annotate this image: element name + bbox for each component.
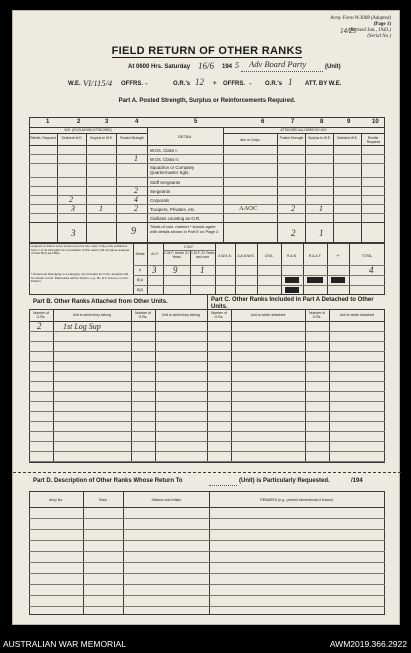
col-num-7: 7 xyxy=(291,119,295,125)
total-attached-surplus: 1 xyxy=(319,228,324,238)
unit-label: (Unit) xyxy=(325,64,341,70)
posted-sergeants: 2 xyxy=(134,186,138,195)
form-rule xyxy=(29,595,385,596)
footer-institution: AUSTRALIAN WAR MEMORIAL xyxy=(3,639,126,649)
head-att-surplus: Surplus to W.E. xyxy=(308,136,331,140)
form-rule xyxy=(29,573,385,574)
detail-totals: Totals of cols. marked * should agree with details shown in Part E on Page 2. xyxy=(150,224,220,234)
head-deficient: Deficient W.E. xyxy=(61,136,83,140)
form-rule xyxy=(29,371,385,372)
posted-wo2: 1 xyxy=(134,154,138,163)
part-d-date: /194 xyxy=(351,478,363,484)
part-b-title: Part B. Other Ranks Attached from Other Units. xyxy=(33,299,168,305)
part-b-unit-value: 1st Log Sup xyxy=(63,322,101,331)
detail-label: DETAIL xyxy=(178,134,192,139)
form-rule xyxy=(29,606,385,607)
blocked-cell xyxy=(307,277,323,283)
posted-troopers: 2 xyxy=(134,204,138,213)
plus-sign: + xyxy=(213,81,217,87)
analysis-total-value: 4 xyxy=(369,265,374,275)
year-digit: 5 xyxy=(235,61,239,70)
total-posted: 9 xyxy=(131,226,136,237)
part-c-head-num1: Number of O.Rs. xyxy=(211,311,227,319)
attached-surplus-troopers: 1 xyxy=(319,204,323,213)
form-rule xyxy=(29,551,385,552)
form-rule xyxy=(29,421,385,422)
form-rule xyxy=(29,461,385,462)
analysis-head-ran: R.A.N. xyxy=(287,254,297,258)
part-b-head-unit2: Unit to which they belong xyxy=(162,313,200,317)
col-num-10: 10 xyxy=(372,119,379,125)
form-rule xyxy=(29,529,385,530)
analysis-cmf-label: C.M.F. xyxy=(184,245,194,249)
head-att-deficient: Deficient W.E. xyxy=(337,136,358,140)
part-a-title: Part A. Posted Strength, Surplus or Reinforcements Required. xyxy=(118,98,296,104)
blocked-cell xyxy=(285,287,299,293)
form-rule xyxy=(29,441,385,442)
ors-value: 12 xyxy=(195,77,204,87)
ors-label: O.R.'s xyxy=(173,81,191,87)
analysis-head-aif: A.I.F. xyxy=(151,252,159,256)
form-rule xyxy=(29,361,385,362)
detail-wo1: W.Os. Class I. xyxy=(150,148,178,153)
blocked-cell xyxy=(331,277,345,283)
part-c-title: Part C. Other Ranks Included in Part A Detached to Other Units. xyxy=(211,297,374,310)
we-label: W.E. xyxy=(68,81,81,87)
head-posted: Posted Strength xyxy=(120,136,144,140)
part-c-head-num2: Number of O.Rs. xyxy=(309,311,325,319)
part-c-head-unit1: Unit to which detached xyxy=(250,313,286,317)
army-form-label: Army Form W.3008 (Adapted) xyxy=(330,16,391,21)
serial-label: (Serial No.) xyxy=(367,34,391,39)
col-num-3: 3 xyxy=(105,119,109,125)
part-b-head-unit1: Unit to which they belong xyxy=(73,313,111,317)
form-rule xyxy=(29,351,385,352)
analysis-row-a: A xyxy=(138,268,142,272)
surplus-troopers: 1 xyxy=(99,204,103,213)
analysis-note: Analysis of Part A to be shown here for ALL units. Only units entitled to form 1 of its strengths for cumulative of this return will complete analysis of Part B(1) and B(2). xyxy=(31,244,130,256)
total-deficient: 3 xyxy=(71,228,76,238)
form-rule xyxy=(29,411,385,412)
head-att-reinfts: Reinfts. Required xyxy=(366,136,381,144)
unit-value: Adv Board Party xyxy=(249,59,307,69)
analysis-head-total: TOTAL xyxy=(361,254,373,258)
form-title: FIELD RETURN OF OTHER RANKS xyxy=(111,45,303,57)
part-d-title: Part D. Description of Other Ranks Whose Return To xyxy=(33,478,183,484)
analysis-aif-value: 3 xyxy=(152,265,157,275)
analysis-civil-value: 1 xyxy=(200,265,205,275)
blocked-cell xyxy=(285,277,299,283)
analysis-cmf-value: 9 xyxy=(173,265,178,275)
offrs-label: OFFRS. xyxy=(121,81,143,87)
analysis-head-other: †* xyxy=(336,254,340,258)
col-num-5: 5 xyxy=(194,119,198,125)
year-label: 194 xyxy=(222,64,233,70)
part-c-head-unit2: Unit to which detached xyxy=(339,313,375,317)
form-rule xyxy=(29,562,385,563)
form-rule xyxy=(29,540,385,541)
at-hrs-label: At 0600 Hrs. Saturday xyxy=(128,64,191,70)
part-d-head-remarks: REMARKS (e.g., present whereabouts if known). xyxy=(260,498,334,502)
analysis-row-b2: B(2) xyxy=(136,288,144,292)
analysis-head-cmf-over: C.M.F. 21 Years and over xyxy=(190,251,215,259)
col-num-9: 9 xyxy=(347,119,351,125)
page-label: (Page 1) xyxy=(373,22,391,27)
head-surplus: Surplus to W.E. xyxy=(90,136,113,140)
form-rule xyxy=(29,401,385,402)
form-rule xyxy=(29,584,385,585)
analysis-head-cmf-under: C.M.F. Under 21 Years xyxy=(164,251,189,259)
footer-accession: AWM2019.366.2922 xyxy=(329,639,407,649)
posted-corporals: 4 xyxy=(134,195,138,204)
part-d-head-rank: Rank xyxy=(99,498,107,502)
col-num-8: 8 xyxy=(320,119,324,125)
revised-label: (Revised Jan., 1943.) xyxy=(348,28,391,33)
head-arm: Arm or Corps xyxy=(240,138,260,142)
part-b-head-num2: Number of O.Rs. xyxy=(135,311,151,319)
ors2-value: 1 xyxy=(288,77,293,87)
part-d-title-end: (Unit) is Particularly Requested. xyxy=(239,478,330,484)
offrs2-value: - xyxy=(249,78,252,88)
detail-corporals: Corporals xyxy=(150,198,170,203)
detail-cqms: Squadron or Company Quartermaster Sgts. xyxy=(150,165,195,175)
offrs-value: - xyxy=(145,78,148,88)
ors2-label: O.R.'s xyxy=(265,81,283,87)
analysis-row-b1: B(1) xyxy=(136,278,144,282)
head-att-posted: Posted Strength xyxy=(279,136,304,140)
part-b-head-num1: Number of O.Rs. xyxy=(33,311,49,319)
col-num-6: 6 xyxy=(261,119,265,125)
form-rule xyxy=(29,518,385,519)
part-b-num-value: 2 xyxy=(37,321,42,331)
form-rule xyxy=(29,391,385,392)
we-value: VI/115/4 xyxy=(83,78,113,88)
col-num-2: 2 xyxy=(77,119,81,125)
analysis-detail-label: Detail xyxy=(135,252,145,256)
head-reinfts: Reinfts. Required xyxy=(30,136,56,140)
detail-wo2: W.Os. Class II. xyxy=(150,157,180,162)
part-d-head-army-no: Army No. xyxy=(48,498,64,502)
att-label: ATT. BY W.E. xyxy=(305,81,342,87)
form-rule xyxy=(29,431,385,432)
analysis-head-awas: A.W.A.S. xyxy=(218,254,232,258)
total-attached-posted: 2 xyxy=(291,228,296,238)
col-num-4: 4 xyxy=(135,119,139,125)
form-rule xyxy=(29,381,385,382)
form-page xyxy=(12,10,400,625)
detail-staff-sgts: Staff Sergeants xyxy=(150,180,181,185)
we-excl-label: W.E. (EXCLUDING ATTACHED) xyxy=(64,128,112,132)
detail-troopers: Troopers, Privates, etc. xyxy=(150,207,196,212)
arm-corps-value: AAOC xyxy=(239,205,258,212)
column-numbers xyxy=(29,119,385,127)
col-num-1: 1 xyxy=(46,119,50,125)
analysis-note-2: * Personnel belonging to a category not provided for in the analysis will be shown in Col. Particulars will be shown, e.g., Br. E.F. Forces, in S.S. Pattern. xyxy=(31,272,129,284)
analysis-head-civil: CIVIL xyxy=(264,254,274,258)
part-d-head-names: †Names and Initials xyxy=(151,498,181,502)
archive-footer xyxy=(0,637,411,653)
deficient-corporals: 2 xyxy=(69,195,73,204)
detail-civilians: Civilians counting as O.R. xyxy=(150,216,201,221)
attached-posted-troopers: 2 xyxy=(291,204,295,213)
detail-sergeants: Sergeants xyxy=(150,189,171,194)
form-rule xyxy=(29,341,385,342)
attached-label: ATTACHED ALLOWED BY W.E. xyxy=(280,128,328,132)
date-value: 16/6 xyxy=(198,61,215,71)
form-rule xyxy=(29,331,385,332)
deficient-troopers: 3 xyxy=(71,204,75,213)
analysis-head-aamws: A.A.M.W.S. xyxy=(237,254,255,258)
offrs2-label: OFFRS. xyxy=(223,81,245,87)
form-reference xyxy=(281,16,391,40)
analysis-head-raaf: R.A.A.F. xyxy=(308,254,322,258)
form-rule xyxy=(29,451,385,452)
serial-value: 14/25 xyxy=(340,27,356,35)
